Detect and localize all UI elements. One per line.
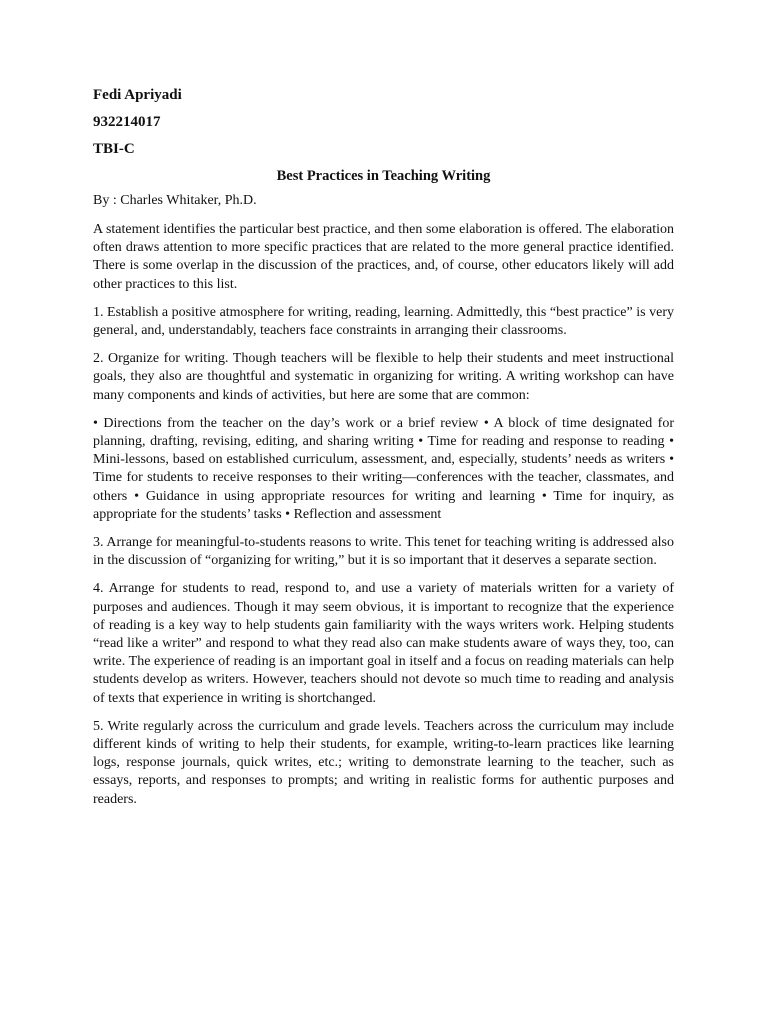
student-id: 932214017 [93,114,161,130]
intro-paragraph: A statement identifies the particular best practice, and then some elaboration is offered. The elaboration often draws attention to more specific practices that are related to the more general practice identified. There is some overlap in the discussion of the practices, and, of course, other educators likely will add other practices to this list. [93,222,674,292]
practice-3-paragraph: 3. Arrange for meaningful-to-students reasons to write. This tenet for teaching writing is addressed also in the discussion of “organizing for writing,” but it is so important that it deserves a separate section. [93,535,674,569]
byline: By : Charles Whitaker, Ph.D. [93,193,257,208]
class-code: TBI-C [93,141,135,157]
practice-5-paragraph: 5. Write regularly across the curriculum and grade levels. Teachers across the curriculum may include different kinds of writing to help their students, for example, writing-to-learn practices like learning logs, response journals, quick writes, etc.; writing to demonstrate learning to the teacher, such as essays, reports, and responses to prompts; and writing in realistic forms for authentic purposes and readers. [93,718,674,807]
practice-4-paragraph: 4. Arrange for students to read, respond to, and use a variety of materials written for a variety of purposes and audiences. Though it may seem obvious, it is important to recognize that the experience of reading is a key way to help students gain familiarity with the ways writers work. Helping students “read like a writer” and respond to what they read also can make students aware of ways they, too, can write. The experience of reading is an important goal in itself and a focus on reading materials can help students develop as writers. However, teachers should not devote so much time to reading and analysis of texts that experience in writing is shortchanged. [93,581,674,706]
practice-1-paragraph: 1. Establish a positive atmosphere for writing, reading, learning. Admittedly, this “best practice” is very general, and, understandably, teachers face constraints in arranging their classrooms. [93,304,674,339]
workshop-components-paragraph: • Directions from the teacher on the day’s work or a brief review • A block of time designated for planning, drafting, revising, editing, and sharing writing • Time for reading and response to reading • Mini-lessons, based on established curriculum, assessment, and, especially, students’ needs as writers • Time for students to receive responses to their writing—conferences with the teacher, classmates, and others • Guidance in using appropriate resources for writing and learning • Time for inquiry, as appropriate for the students’ tasks • Reflection and assessment [93,415,674,522]
practice-2-paragraph: 2. Organize for writing. Though teachers will be flexible to help their students and meet instructional goals, they also are thoughtful and systematic in organizing for writing. A writing workshop can have many components and kinds of activities, but here are some that are common: [93,351,674,403]
author-name: Fedi Apriyadi [93,87,182,103]
document-title: Best Practices in Teaching Writing [276,168,491,184]
